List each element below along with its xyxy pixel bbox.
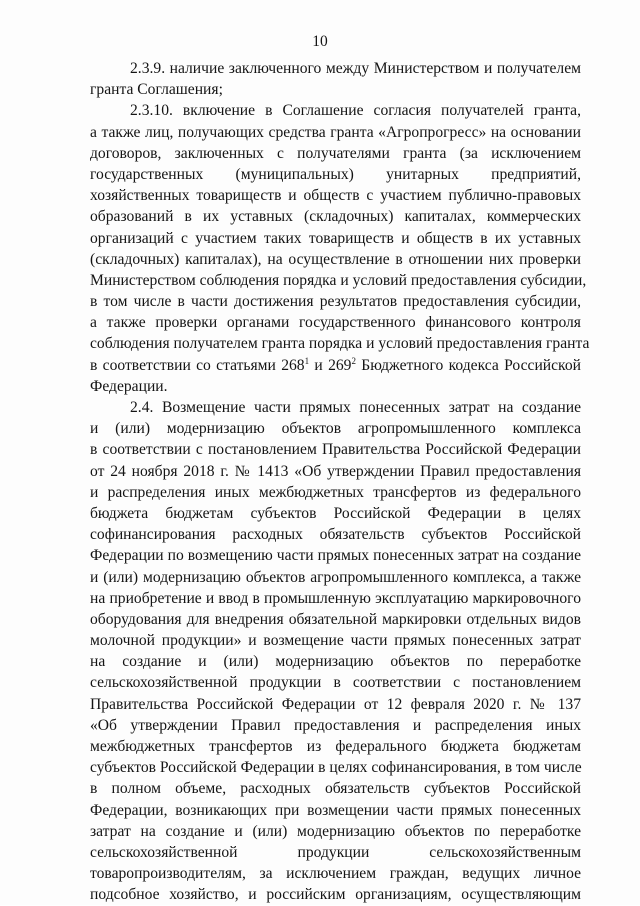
text-line: затрат на создание и (или) модернизацию объектов по переработке	[90, 822, 581, 840]
text-line: (складочных) капиталах), на осуществление в отношении них проверки	[90, 250, 581, 268]
text-line: хозяйственных товариществ и обществ с участием публично-правовых	[90, 187, 581, 205]
text-line: оборудования для внедрения обязательной маркировки отдельных видов	[90, 610, 581, 628]
text-line: субъектов Российской Федерации в целях софинансирования, в том числе	[90, 759, 582, 777]
paragraph-2-4	[90, 397, 581, 906]
page-number: 10	[312, 33, 328, 50]
text-line: межбюджетных трансфертов из федерального бюджета бюджетам	[90, 738, 581, 755]
text-fragment: в соответствии со статьями 268	[90, 356, 305, 374]
paragraph-2-3-10	[90, 100, 590, 397]
text-line: государственных (муниципальных) унитарных предприятий,	[90, 165, 581, 183]
text-line: договоров, заключенных с получателями гранта (за исключением	[90, 144, 581, 162]
text-line: на создание и (или) модернизацию объектов по переработке	[90, 653, 581, 671]
text-line: 2.3.10. включение в Соглашение согласия получателей гранта,	[130, 102, 581, 120]
text-line: сельскохозяйственной продукции сельскохозяйственным	[90, 843, 581, 861]
text-line: на приобретение и ввод в промышленную эксплуатацию маркировочного	[90, 589, 581, 607]
text-line: 2.4. Возмещение части прямых понесенных затрат на создание	[130, 399, 581, 416]
text-line: молочной продукции» и возмещение части прямых понесенных затрат	[90, 632, 581, 650]
text-line: Федерации, возникающих при возмещении части прямых понесенных	[90, 801, 581, 819]
text-line: в соответствии с постановлением Правительства Российской Федерации	[90, 441, 581, 459]
text-line: товаропроизводителям, за исключением граждан, ведущих личное	[90, 865, 581, 883]
text-line: Федерации.	[90, 377, 168, 395]
text-line: Федерации по возмещению части прямых понесенных затрат на создание	[90, 547, 581, 565]
text-line: в том числе в части достижения результатов предоставления субсидии,	[90, 293, 581, 311]
text-line: бюджета бюджетам субъектов Российской Федерации в целях	[90, 504, 581, 522]
text-line: Министерством соблюдения порядка и условий предоставления субсидии,	[90, 271, 587, 289]
text-line: 2.3.9. наличие заключенного между Министерством и получателем	[130, 60, 581, 77]
text-line: а также проверки органами государственного финансового контроля	[90, 314, 581, 332]
text-line: софинансирования расходных обязательств субъектов Российской	[90, 526, 581, 544]
document-body	[90, 58, 590, 906]
text-line: подсобное хозяйство, и российским организациям, осуществляющим	[90, 886, 581, 904]
superscript: 1	[304, 355, 310, 366]
text-line: Правительства Российской Федерации от 12 февраля 2020 г. № 137	[90, 695, 581, 713]
text-line: и (или) модернизацию объектов агропромышленного комплекса, а также	[90, 568, 581, 586]
superscript: 2	[351, 355, 356, 366]
text-line: гранта Соглашения;	[90, 81, 223, 99]
text-line: образований в их уставных (складочных) капиталах, коммерческих	[90, 208, 581, 226]
text-line: и (или) модернизацию объектов агропромышленного комплекса	[90, 420, 581, 438]
text-line: «Об утверждении Правил предоставления и распределения иных	[90, 716, 581, 734]
text-line: соблюдения получателем гранта порядка и условий предоставления гранта	[90, 335, 590, 353]
text-line-with-footnotes	[90, 355, 581, 376]
text-line: а также лиц, получающих средства гранта «Агропрогресс» на основании	[90, 123, 581, 141]
text-line: сельскохозяйственной продукции в соответствии с постановлением	[90, 674, 581, 692]
text-line: в полном объеме, расходных обязательств субъектов Российской	[90, 780, 581, 798]
text-line: и распределения иных межбюджетных трансфертов из федерального	[90, 483, 581, 501]
text-line: от 24 ноября 2018 г. № 1413 «Об утверждении Правил предоставления	[90, 462, 581, 480]
text-fragment: Бюджетного кодекса Российской	[355, 356, 581, 374]
paragraph-2-3-9	[90, 58, 581, 100]
text-line: организаций с участием таких товариществ и обществ в их уставных	[90, 229, 581, 247]
text-fragment: и 269	[309, 356, 352, 374]
